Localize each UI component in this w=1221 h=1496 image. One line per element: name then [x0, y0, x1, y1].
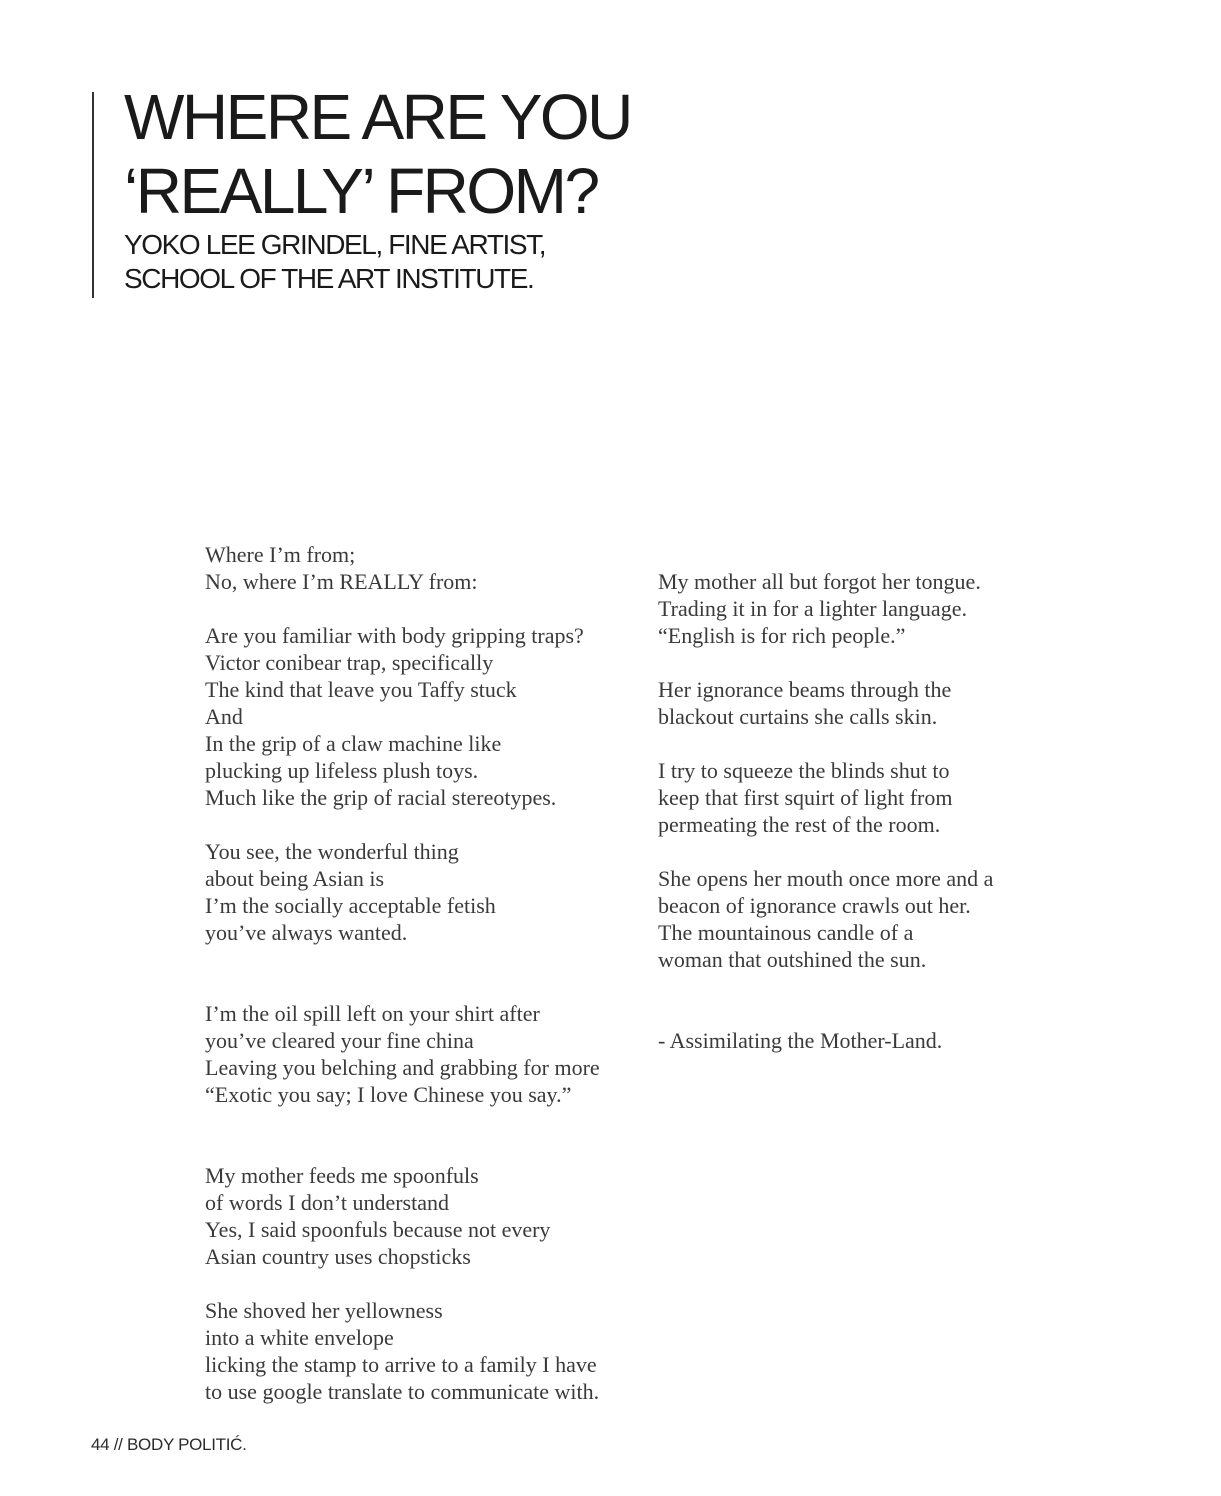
poem-line: Trading it in for a lighter language.	[658, 596, 967, 621]
author-byline-line-1: YOKO LEE GRINDEL, FINE ARTIST,	[124, 229, 546, 260]
poem-line: Where I’m from;	[205, 542, 356, 567]
title-accent-rule	[92, 92, 94, 298]
poem-line: keep that first squirt of light from	[658, 785, 953, 810]
page-footer: 44 // BODY POLITIĆ.	[91, 1435, 247, 1454]
poem-stanza	[658, 757, 993, 838]
poem-line: My mother all but forgot her tongue.	[658, 569, 981, 594]
poem-line: No, where I’m REALLY from:	[205, 569, 478, 594]
poem-line: The mountainous candle of a	[658, 920, 914, 945]
author-byline-line-2: SCHOOL OF THE ART INSTITUTE.	[124, 263, 534, 294]
poem-stanza	[205, 838, 600, 946]
poem-line: permeating the rest of the room.	[658, 812, 941, 837]
poem-stanza	[205, 1000, 600, 1108]
poem-line: to use google translate to communicate with.	[205, 1379, 600, 1404]
poem-line: beacon of ignorance crawls out her.	[658, 893, 971, 918]
poem-line: I try to squeeze the blinds shut to	[658, 758, 950, 783]
poem-line: you’ve always wanted.	[205, 920, 408, 945]
poem-line: blackout curtains she calls skin.	[658, 704, 938, 729]
poem-line: you’ve cleared your fine china	[205, 1028, 474, 1053]
poem-stanza	[205, 541, 600, 595]
poem-stanza	[658, 865, 993, 973]
article-header	[124, 80, 1024, 296]
poem-line: My mother feeds me spoonfuls	[205, 1163, 479, 1188]
poem-line: Victor conibear trap, specifically	[205, 650, 494, 675]
poem-line: You see, the wonderful thing	[205, 839, 459, 864]
poem-stanza	[658, 568, 993, 649]
poem-line: She opens her mouth once more and a	[658, 866, 994, 891]
poem-left-column	[205, 541, 600, 1405]
article-title-line-1: WHERE ARE YOU	[124, 81, 631, 153]
poem-line: Yes, I said spoonfuls because not every	[205, 1217, 551, 1242]
poem-signoff-line: - Assimilating the Mother-Land.	[658, 1028, 943, 1053]
poem-line: Much like the grip of racial stereotypes.	[205, 785, 557, 810]
poem-line: woman that outshined the sun.	[658, 947, 927, 972]
poem-line: into a white envelope	[205, 1325, 394, 1350]
poem-line: “English is for rich people.”	[658, 623, 906, 648]
poem-line: Are you familiar with body gripping traps?	[205, 623, 584, 648]
poem-line: Asian country uses chopsticks	[205, 1244, 471, 1269]
poem-line: I’m the socially acceptable fetish	[205, 893, 496, 918]
poem-line: licking the stamp to arrive to a family I have	[205, 1352, 597, 1377]
poem-line: “Exotic you say; I love Chinese you say.”	[205, 1082, 572, 1107]
article-title-line-2: ‘REALLY’ FROM?	[124, 155, 598, 227]
poem-line: She shoved her yellowness	[205, 1298, 443, 1323]
poem-stanza	[205, 1162, 600, 1270]
poem-line: Leaving you belching and grabbing for more	[205, 1055, 600, 1080]
poem-line: In the grip of a claw machine like	[205, 731, 502, 756]
poem-right-column	[658, 568, 993, 1054]
poem-stanza	[205, 622, 600, 811]
poem-line: And	[205, 704, 243, 729]
poem-signoff	[658, 1027, 993, 1054]
poem-line: The kind that leave you Taffy stuck	[205, 677, 517, 702]
poem-line: Her ignorance beams through the	[658, 677, 952, 702]
poem-line: I’m the oil spill left on your shirt after	[205, 1001, 540, 1026]
poem-stanza	[205, 1297, 600, 1405]
poem-line: plucking up lifeless plush toys.	[205, 758, 479, 783]
poem-line: about being Asian is	[205, 866, 385, 891]
poem-stanza	[658, 676, 993, 730]
poem-line: of words I don’t understand	[205, 1190, 449, 1215]
